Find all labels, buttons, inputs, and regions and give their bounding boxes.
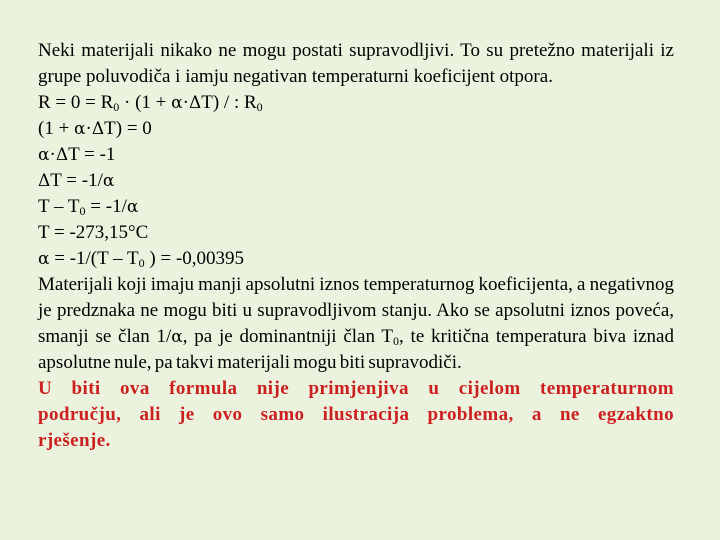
equation-alpha [38, 246, 674, 272]
subscript: 0 [138, 256, 145, 270]
subscript: 0 [256, 100, 263, 114]
equation-text: · [182, 92, 189, 113]
warning-note: U biti ova formula nije primjenjiva u cijelom temperaturnom području, ali je ovo samo ilustracija problema, a ne egzaktno rješenje. [38, 378, 674, 451]
equation-text: R = 0 = R [38, 92, 114, 113]
alpha-symbol: α [171, 93, 183, 113]
equation-factor [38, 116, 674, 142]
alpha-symbol: α [38, 249, 50, 269]
equation-text: (1 + [38, 118, 75, 139]
equation-text: · [85, 118, 92, 139]
equation-text: T) = 0 [104, 118, 152, 139]
subscript: 0 [113, 100, 120, 114]
delta-symbol: Δ [188, 93, 202, 113]
delta-symbol: Δ [38, 171, 51, 191]
equation-text: T) / : R [201, 92, 257, 113]
explanation-paragraph [38, 272, 674, 376]
alpha-symbol: α [38, 145, 50, 165]
equation-text: ) = -0,00395 [144, 248, 245, 269]
equation-text: T = -1 [68, 144, 116, 165]
equation-delta-t [38, 168, 674, 194]
equation-text: T = -1/ [50, 170, 103, 191]
equation-difference [38, 194, 674, 220]
subscript: 0 [393, 334, 400, 348]
explanation-text: , te kritična temperatura biva iznad apsolutne nule, pa takvi materijali mogu biti supravodiči. [38, 326, 674, 373]
alpha-symbol: α [74, 119, 86, 139]
explanation-text: , pa je dominantniji član T [182, 326, 394, 347]
equation-text: = -1/(T – T [49, 248, 139, 269]
alpha-symbol: α [102, 171, 115, 191]
equation-text: · [49, 144, 56, 165]
explanation-text: Materijali koji imaju manji apsolutni iznos temperaturnog koeficijenta, a negativnog je predznaka ne mogu biti u supravodljivom stanju. Ako se apsolutni iznos poveća, smanji se član 1/ [38, 274, 674, 347]
slide-content [38, 38, 674, 454]
equation-text: T – T [38, 196, 80, 217]
equation-text: · (1 + [119, 92, 172, 113]
equation-text: = -1/ [85, 196, 127, 217]
intro-paragraph: Neki materijali nikako ne mogu postati supravodljivi. To su pretežno materijali iz grupe poluvodiča i iamju negativan temperaturni koeficijent otpora. [38, 40, 674, 87]
equation-product [38, 142, 674, 168]
alpha-symbol: α [126, 197, 139, 217]
delta-symbol: Δ [55, 145, 69, 165]
equation-temperature: T = -273,15°C [38, 222, 149, 243]
alpha-symbol: α [171, 327, 183, 347]
subscript: 0 [79, 204, 86, 218]
equation-resistance [38, 90, 674, 116]
delta-symbol: Δ [91, 119, 105, 139]
